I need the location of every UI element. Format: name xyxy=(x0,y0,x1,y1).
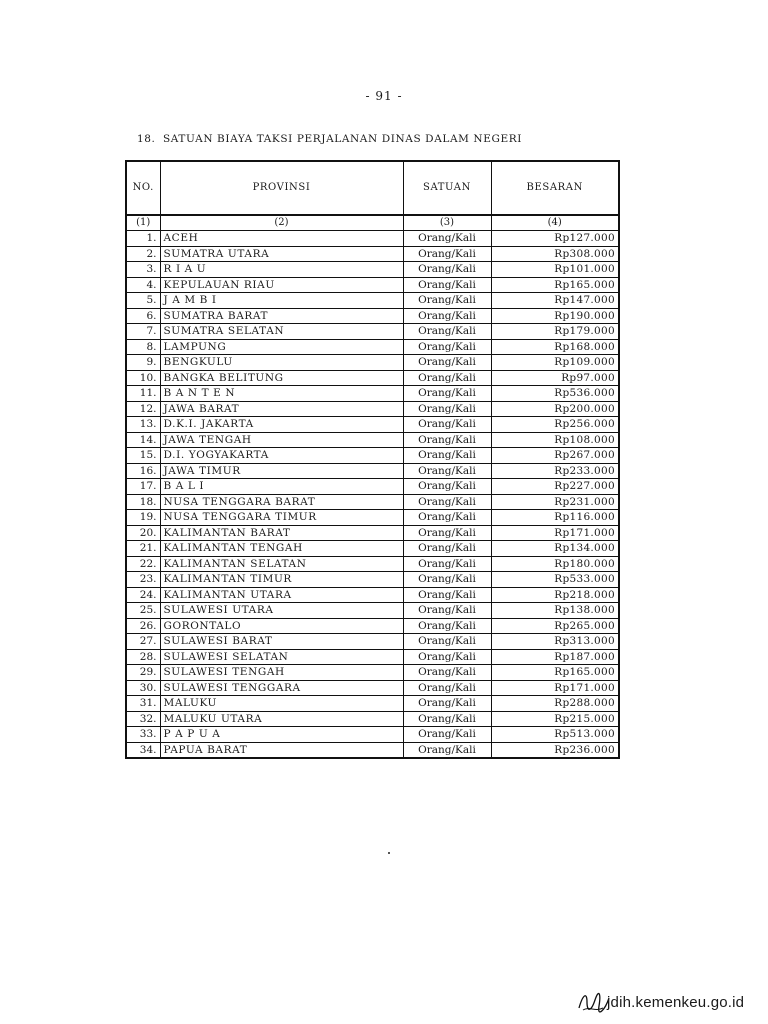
amount: Rp101.000 xyxy=(491,262,619,278)
table-row xyxy=(126,680,619,696)
column-number: (4) xyxy=(491,215,619,231)
unit: Orang/Kali xyxy=(403,463,491,479)
amount: Rp233.000 xyxy=(491,463,619,479)
table-row xyxy=(126,649,619,665)
header-no: NO. xyxy=(126,161,160,215)
province-name: KALIMANTAN TIMUR xyxy=(160,572,403,588)
footer xyxy=(575,990,744,1014)
amount: Rp134.000 xyxy=(491,541,619,557)
amount: Rp180.000 xyxy=(491,556,619,572)
row-number: 17. xyxy=(126,479,160,495)
amount: Rp109.000 xyxy=(491,355,619,371)
row-number: 16. xyxy=(126,463,160,479)
province-name: BANGKA BELITUNG xyxy=(160,370,403,386)
amount: Rp190.000 xyxy=(491,308,619,324)
amount: Rp171.000 xyxy=(491,525,619,541)
unit: Orang/Kali xyxy=(403,417,491,433)
table-row xyxy=(126,603,619,619)
unit: Orang/Kali xyxy=(403,696,491,712)
province-name: SUMATRA SELATAN xyxy=(160,324,403,340)
column-number: (1) xyxy=(126,215,160,231)
amount: Rp288.000 xyxy=(491,696,619,712)
row-number: 9. xyxy=(126,355,160,371)
amount: Rp108.000 xyxy=(491,432,619,448)
row-number: 28. xyxy=(126,649,160,665)
amount: Rp179.000 xyxy=(491,324,619,340)
province-name: JAWA TIMUR xyxy=(160,463,403,479)
table-row xyxy=(126,541,619,557)
row-number: 4. xyxy=(126,277,160,293)
table-row xyxy=(126,324,619,340)
row-number: 33. xyxy=(126,727,160,743)
unit: Orang/Kali xyxy=(403,665,491,681)
table-row xyxy=(126,231,619,247)
table-row xyxy=(126,401,619,417)
signature-icon xyxy=(575,990,611,1014)
row-number: 13. xyxy=(126,417,160,433)
header-provinsi: PROVINSI xyxy=(160,161,403,215)
amount: Rp116.000 xyxy=(491,510,619,526)
row-number: 1. xyxy=(126,231,160,247)
province-name: SULAWESI BARAT xyxy=(160,634,403,650)
amount: Rp513.000 xyxy=(491,727,619,743)
row-number: 8. xyxy=(126,339,160,355)
unit: Orang/Kali xyxy=(403,556,491,572)
province-name: B A L I xyxy=(160,479,403,495)
amount: Rp256.000 xyxy=(491,417,619,433)
unit: Orang/Kali xyxy=(403,293,491,309)
province-name: MALUKU xyxy=(160,696,403,712)
table-row xyxy=(126,355,619,371)
row-number: 10. xyxy=(126,370,160,386)
amount: Rp313.000 xyxy=(491,634,619,650)
province-name: SULAWESI TENGGARA xyxy=(160,680,403,696)
province-name: GORONTALO xyxy=(160,618,403,634)
unit: Orang/Kali xyxy=(403,510,491,526)
province-name: NUSA TENGGARA BARAT xyxy=(160,494,403,510)
row-number: 22. xyxy=(126,556,160,572)
amount: Rp533.000 xyxy=(491,572,619,588)
province-name: KALIMANTAN BARAT xyxy=(160,525,403,541)
table-row xyxy=(126,293,619,309)
amount: Rp165.000 xyxy=(491,277,619,293)
province-name: PAPUA BARAT xyxy=(160,742,403,758)
column-number-row xyxy=(126,215,619,231)
table-row xyxy=(126,386,619,402)
unit: Orang/Kali xyxy=(403,324,491,340)
footer-url[interactable]: jdih.kemenkeu.go.id xyxy=(607,993,745,1011)
row-number: 3. xyxy=(126,262,160,278)
unit: Orang/Kali xyxy=(403,355,491,371)
row-number: 34. xyxy=(126,742,160,758)
province-name: ACEH xyxy=(160,231,403,247)
amount: Rp165.000 xyxy=(491,665,619,681)
table-row xyxy=(126,308,619,324)
unit: Orang/Kali xyxy=(403,618,491,634)
row-number: 25. xyxy=(126,603,160,619)
amount: Rp187.000 xyxy=(491,649,619,665)
table-row xyxy=(126,634,619,650)
section-title: SATUAN BIAYA TAKSI PERJALANAN DINAS DALAM NEGERI xyxy=(163,133,522,145)
unit: Orang/Kali xyxy=(403,525,491,541)
table-row xyxy=(126,339,619,355)
province-name: R I A U xyxy=(160,262,403,278)
table-row xyxy=(126,665,619,681)
row-number: 20. xyxy=(126,525,160,541)
unit: Orang/Kali xyxy=(403,308,491,324)
amount: Rp265.000 xyxy=(491,618,619,634)
row-number: 2. xyxy=(126,246,160,262)
province-name: SULAWESI SELATAN xyxy=(160,649,403,665)
table-row xyxy=(126,494,619,510)
unit: Orang/Kali xyxy=(403,231,491,247)
row-number: 15. xyxy=(126,448,160,464)
province-name: B A N T E N xyxy=(160,386,403,402)
unit: Orang/Kali xyxy=(403,680,491,696)
unit: Orang/Kali xyxy=(403,277,491,293)
table-row xyxy=(126,525,619,541)
row-number: 18. xyxy=(126,494,160,510)
row-number: 11. xyxy=(126,386,160,402)
table-row xyxy=(126,277,619,293)
scan-speck xyxy=(388,852,390,854)
row-number: 31. xyxy=(126,696,160,712)
table-row xyxy=(126,618,619,634)
amount: Rp168.000 xyxy=(491,339,619,355)
unit: Orang/Kali xyxy=(403,634,491,650)
unit: Orang/Kali xyxy=(403,386,491,402)
table-row xyxy=(126,727,619,743)
table-row xyxy=(126,432,619,448)
section-heading xyxy=(137,133,522,145)
amount: Rp536.000 xyxy=(491,386,619,402)
table-row xyxy=(126,742,619,758)
table-row xyxy=(126,370,619,386)
province-name: NUSA TENGGARA TIMUR xyxy=(160,510,403,526)
header-row xyxy=(126,161,619,215)
table-row xyxy=(126,417,619,433)
unit: Orang/Kali xyxy=(403,401,491,417)
amount: Rp308.000 xyxy=(491,246,619,262)
unit: Orang/Kali xyxy=(403,370,491,386)
unit: Orang/Kali xyxy=(403,649,491,665)
province-name: MALUKU UTARA xyxy=(160,711,403,727)
amount: Rp218.000 xyxy=(491,587,619,603)
amount: Rp236.000 xyxy=(491,742,619,758)
amount: Rp97.000 xyxy=(491,370,619,386)
row-number: 14. xyxy=(126,432,160,448)
unit: Orang/Kali xyxy=(403,587,491,603)
unit: Orang/Kali xyxy=(403,711,491,727)
table-row xyxy=(126,262,619,278)
row-number: 12. xyxy=(126,401,160,417)
unit: Orang/Kali xyxy=(403,246,491,262)
province-name: KALIMANTAN UTARA xyxy=(160,587,403,603)
unit: Orang/Kali xyxy=(403,262,491,278)
province-name: KALIMANTAN SELATAN xyxy=(160,556,403,572)
province-name: JAWA TENGAH xyxy=(160,432,403,448)
unit: Orang/Kali xyxy=(403,448,491,464)
column-number: (3) xyxy=(403,215,491,231)
header-satuan: SATUAN xyxy=(403,161,491,215)
province-name: BENGKULU xyxy=(160,355,403,371)
province-name: J A M B I xyxy=(160,293,403,309)
unit: Orang/Kali xyxy=(403,572,491,588)
unit: Orang/Kali xyxy=(403,727,491,743)
province-name: JAWA BARAT xyxy=(160,401,403,417)
header-besaran: BESARAN xyxy=(491,161,619,215)
column-number: (2) xyxy=(160,215,403,231)
table-row xyxy=(126,556,619,572)
table-row xyxy=(126,572,619,588)
province-name: P A P U A xyxy=(160,727,403,743)
table-row xyxy=(126,246,619,262)
province-name: SULAWESI TENGAH xyxy=(160,665,403,681)
row-number: 23. xyxy=(126,572,160,588)
amount: Rp127.000 xyxy=(491,231,619,247)
province-name: KEPULAUAN RIAU xyxy=(160,277,403,293)
row-number: 29. xyxy=(126,665,160,681)
unit: Orang/Kali xyxy=(403,479,491,495)
row-number: 7. xyxy=(126,324,160,340)
taxi-rate-table xyxy=(125,160,620,759)
row-number: 21. xyxy=(126,541,160,557)
province-name: KALIMANTAN TENGAH xyxy=(160,541,403,557)
province-name: D.K.I. JAKARTA xyxy=(160,417,403,433)
row-number: 32. xyxy=(126,711,160,727)
unit: Orang/Kali xyxy=(403,432,491,448)
table-row xyxy=(126,510,619,526)
unit: Orang/Kali xyxy=(403,742,491,758)
row-number: 19. xyxy=(126,510,160,526)
amount: Rp171.000 xyxy=(491,680,619,696)
amount: Rp147.000 xyxy=(491,293,619,309)
page-number: - 91 - xyxy=(365,89,403,103)
province-name: SULAWESI UTARA xyxy=(160,603,403,619)
unit: Orang/Kali xyxy=(403,494,491,510)
table-row xyxy=(126,696,619,712)
row-number: 27. xyxy=(126,634,160,650)
unit: Orang/Kali xyxy=(403,541,491,557)
row-number: 24. xyxy=(126,587,160,603)
province-name: SUMATRA UTARA xyxy=(160,246,403,262)
row-number: 6. xyxy=(126,308,160,324)
province-name: SUMATRA BARAT xyxy=(160,308,403,324)
amount: Rp227.000 xyxy=(491,479,619,495)
amount: Rp200.000 xyxy=(491,401,619,417)
amount: Rp231.000 xyxy=(491,494,619,510)
amount: Rp138.000 xyxy=(491,603,619,619)
row-number: 26. xyxy=(126,618,160,634)
table-row xyxy=(126,448,619,464)
province-name: LAMPUNG xyxy=(160,339,403,355)
unit: Orang/Kali xyxy=(403,339,491,355)
section-number: 18. xyxy=(137,133,156,145)
table-row xyxy=(126,711,619,727)
table-row xyxy=(126,479,619,495)
table-row xyxy=(126,587,619,603)
province-name: D.I. YOGYAKARTA xyxy=(160,448,403,464)
row-number: 5. xyxy=(126,293,160,309)
unit: Orang/Kali xyxy=(403,603,491,619)
table-row xyxy=(126,463,619,479)
row-number: 30. xyxy=(126,680,160,696)
amount: Rp267.000 xyxy=(491,448,619,464)
table-body xyxy=(126,231,619,759)
amount: Rp215.000 xyxy=(491,711,619,727)
